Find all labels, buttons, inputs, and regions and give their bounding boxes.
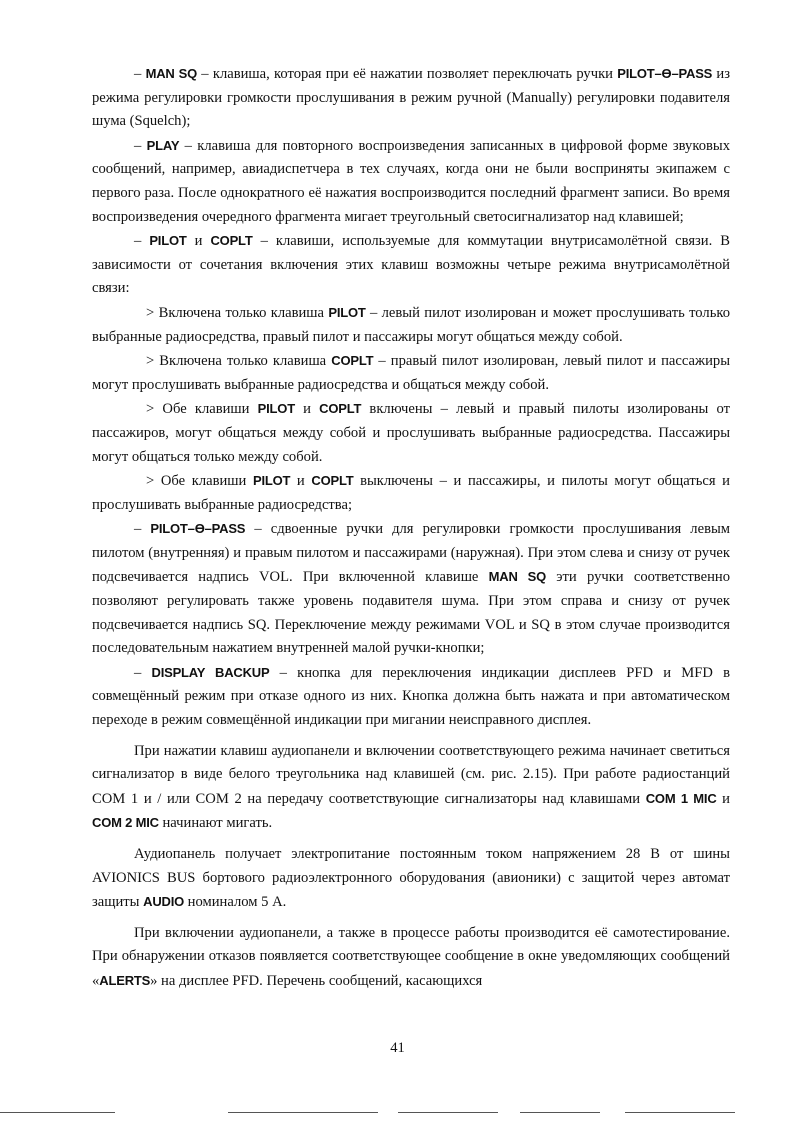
control-label: COPLT [210, 233, 253, 249]
page-body [92, 62, 730, 994]
list-item-mode-pilot [92, 301, 730, 349]
list-item-mode-both-on [92, 397, 730, 469]
text-run: – [134, 137, 147, 154]
control-label: COM 2 MIC [92, 815, 159, 831]
text-run: и [290, 473, 312, 490]
text-run: > Включена только клавиша [146, 304, 329, 321]
text-run: выключены – и пассажиры, и пилоты могут общаться и прослушивать выбранные радиосредства; [92, 473, 730, 513]
text-run: – сдвоенные ручки для регулировки громкости прослушивания левым пилотом (внутренняя) и правым пилотом и пассажирами (наружная). При этом слева и снизу от ручек подсвечивается надпись VOL. При включенной клавише [92, 521, 730, 586]
paragraph-pilot-coplt [92, 229, 730, 301]
text-run: эти ручки соответственно позволяют регулировать также уровень подавителя шума. При этом справа и снизу от ручек подсвечивается надпись SQ. Переключение между режимами VOL и SQ в этом случае производится последовательным нажатием внутренней малой ручки-кнопки; [92, 569, 730, 657]
control-label: PILOT [149, 233, 187, 249]
text-run: и [294, 401, 320, 418]
text-run: – клавиша, которая при её нажатии позволяет переключать ручки [197, 66, 618, 82]
text-run: из режима регулировки громкости прослушивания в режим ручной (Manually) регулировки подавителя шума (Squelch); [92, 66, 730, 130]
text-run: > Обе клавиши [146, 473, 253, 490]
bottom-edge-line [398, 1112, 498, 1113]
text-run: – [134, 233, 150, 250]
paragraph-display-backup [92, 661, 730, 733]
text-run: – клавиша для повторного воспроизведения записанных в цифровой форме звуковых сообщений, например, авиадиспетчера в тех случаях, когда они не были восприняты экипажем с первого раза. После однократного её нажатия воспроизводится последний фрагмент записи. Во время воспроизведения очередного фрагмента мигает треугольный светосигнализатор над клавишей; [92, 137, 730, 225]
bottom-edge-line [0, 1112, 115, 1113]
text-run: – левый пилот изолирован и может прослушивать только выбранные радиосредства, правый пилот и пассажиры могут общаться между собой. [92, 304, 730, 345]
control-label: MAN SQ [488, 569, 547, 585]
text-run: включены – левый и правый пилоты изолированы от пассажиров, могут общаться между собой и прослушивать выбранные радиосредства. Пассажиры могут общаться только между собой. [92, 401, 731, 465]
control-label: COM 1 MIC [645, 790, 717, 806]
paragraph-self-test [92, 922, 730, 994]
control-label: COPLT [319, 401, 362, 417]
paragraph-indicators [92, 740, 730, 836]
bottom-edge-line [625, 1112, 735, 1113]
paragraph-man-sq [92, 62, 730, 134]
control-label: PILOT–ϴ–PASS [617, 66, 713, 81]
bottom-edge-line [228, 1112, 378, 1113]
paragraph-play [92, 134, 730, 229]
text-run: – кнопка для переключения индикации дисплеев PFD и MFD в совмещённый режим при отказе одного из них. Кнопка должна быть нажата и при автоматическом переходе в режим совмещённой индикации при мигании неисправного дисплея. [92, 664, 730, 729]
text-run: и [716, 790, 730, 807]
control-label: ALERTS [99, 972, 151, 988]
control-label: COPLT [311, 473, 354, 489]
list-item-mode-both-off [92, 469, 730, 517]
text-run: > Обе клавиши [146, 401, 258, 418]
page-number: 41 [390, 1040, 405, 1056]
text-run: начинают мигать. [158, 815, 273, 832]
paragraph-pilot-pass-knobs [92, 517, 730, 661]
control-label: PLAY [146, 137, 180, 153]
control-label: PILOT [253, 473, 291, 489]
text-run: – [134, 66, 146, 82]
control-label: MAN SQ [145, 66, 198, 81]
text-run: – правый пилот изолирован, левый пилот и пассажиры могут прослушивать выбранные радиосредства и общаться между собой. [92, 353, 730, 393]
control-label: AUDIO [143, 894, 185, 910]
text-run: Аудиопанель получает электропитание постоянным током напряжением 28 В от шины AVIONICS BUS бортового радиоэлектронного оборудования (авионики) с защитой через автомат защиты [92, 846, 730, 911]
text-run: номиналом 5 А. [184, 894, 287, 911]
paragraph-power [92, 843, 730, 915]
text-run: При включении аудиопанели, а также в процессе работы производится её самотестирование. При обнаружении отказов появляется соответствующее сообщение в окне уведомляющих сообщений « [92, 924, 730, 989]
text-run: При нажатии клавиш аудиопанели и включении соответствующего режима начинает светиться сигнализатор в виде белого треугольника над клавишей (см. рис. 2.15). При работе радиостанций COM 1 и / или COM 2 на передачу соответствующие сигнализаторы над клавишами [92, 742, 730, 807]
list-item-mode-coplt [92, 349, 730, 397]
control-label: COPLT [331, 353, 374, 369]
bottom-edge-line [520, 1112, 600, 1113]
text-run: и [186, 233, 211, 250]
control-label: DISPLAY BACKUP [151, 664, 270, 680]
control-label: PILOT–ϴ–PASS [150, 521, 246, 537]
control-label: PILOT [257, 401, 295, 417]
text-run: > Включена только клавиша [146, 353, 332, 370]
control-label: PILOT [328, 304, 366, 320]
text-run: » на дисплее PFD. Перечень сообщений, касающихся [150, 972, 483, 989]
text-run: – [134, 664, 152, 681]
text-run: – клавиши, используемые для коммутации внутрисамолётной связи. В зависимости от сочетания включения этих клавиш возможны четыре режима внутрисамолётной связи: [92, 233, 731, 297]
text-run: – [134, 521, 151, 538]
